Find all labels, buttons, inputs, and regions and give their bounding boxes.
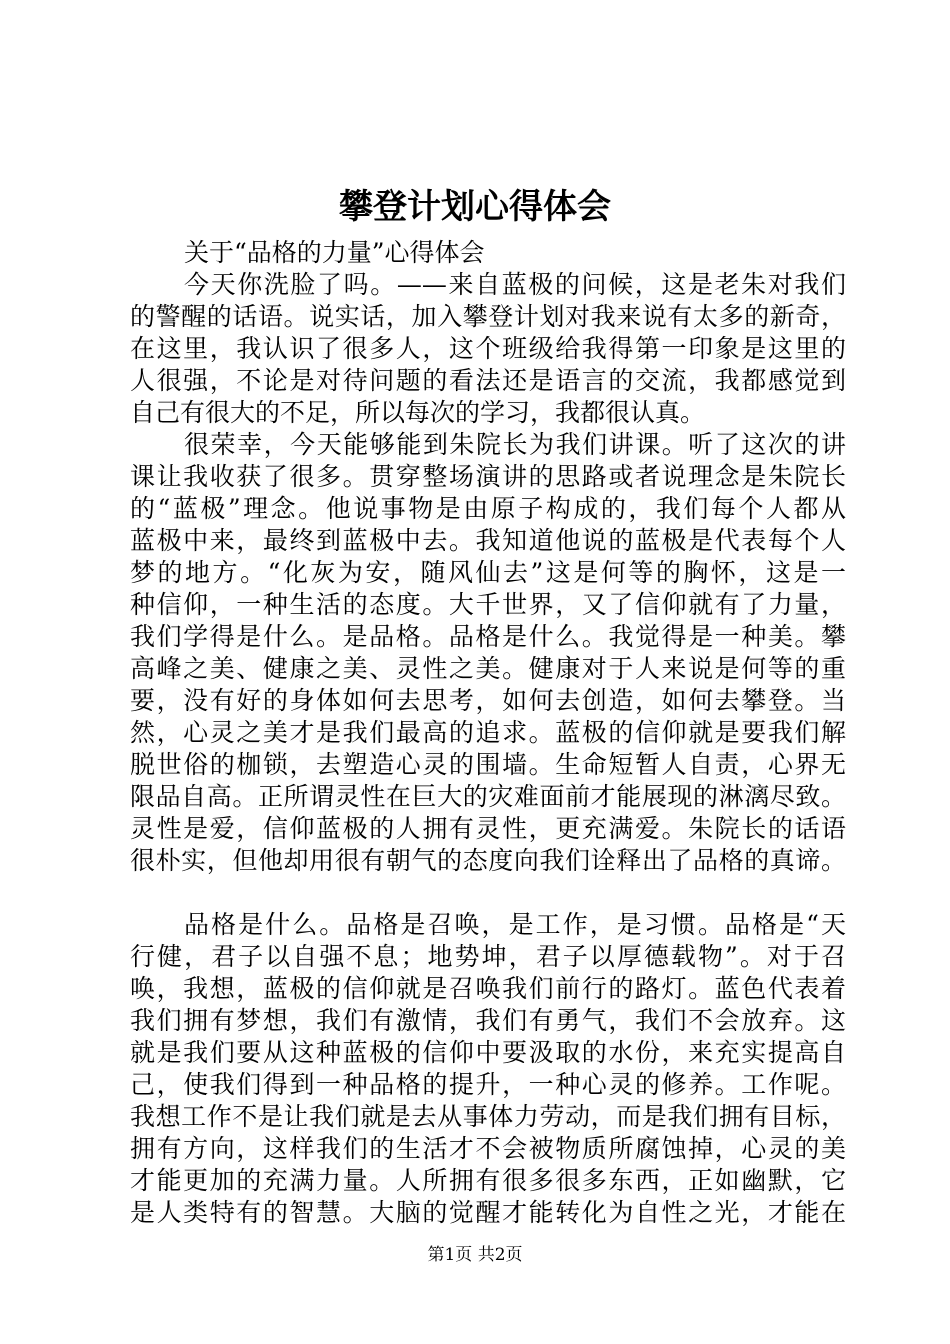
paragraph-3-line-4: 我们拥有梦想，我们有激情，我们有勇气，我们不会放弃。这 [130, 1006, 846, 1035]
paragraph-2-line-5: 梦的地方。“化灰为安，随风仙去”这是何等的胸怀，这是一 [130, 558, 846, 587]
paragraph-3-line-7: 我想工作不是让我们就是去从事体力劳动，而是我们拥有目标， [130, 1102, 846, 1131]
paragraph-2-line-14: 很朴实，但他却用很有朝气的态度向我们诠释出了品格的真谛。 [130, 846, 846, 875]
paragraph-2-line-8: 高峰之美、健康之美、灵性之美。健康对于人来说是何等的重 [130, 654, 846, 683]
paragraph-2-line-13: 灵性是爱，信仰蓝极的人拥有灵性，更充满爱。朱院长的话语 [130, 814, 846, 843]
paragraph-3-line-6: 己，使我们得到一种品格的提升，一种心灵的修养。工作呢。 [130, 1070, 846, 1099]
paragraph-2-line-4: 蓝极中来，最终到蓝极中去。我知道他说的蓝极是代表每个人 [130, 526, 846, 555]
paragraph-1-line-1: 今天你洗脸了吗。——来自蓝极的问候，这是老朱对我们 [184, 270, 846, 299]
paragraph-2-line-11: 脱世俗的枷锁，去塑造心灵的围墙。生命短暂人自责，心界无 [130, 750, 846, 779]
page-footer: 第1页 共2页 [427, 1245, 523, 1265]
paragraph-3-line-9: 才能更加的充满力量。人所拥有很多很多东西，正如幽默，它 [130, 1166, 846, 1195]
paragraph-3-line-5: 就是我们要从这种蓝极的信仰中要汲取的水份，来充实提高自 [130, 1038, 846, 1067]
paragraph-2-line-7: 我们学得是什么。是品格。品格是什么。我觉得是一种美。攀 [130, 622, 846, 651]
paragraph-2-line-3: 的“蓝极”理念。他说事物是由原子构成的，我们每个人都从 [130, 494, 846, 523]
paragraph-2-line-6: 种信仰，一种生活的态度。大千世界，又了信仰就有了力量， [130, 590, 846, 619]
paragraph-2-line-9: 要，没有好的身体如何去思考，如何去创造，如何去攀登。当 [130, 686, 846, 715]
paragraph-2-line-10: 然，心灵之美才是我们最高的追求。蓝极的信仰就是要我们解 [130, 718, 846, 747]
document-title: 攀登计划心得体会 [339, 187, 611, 227]
paragraph-2-line-2: 课让我收获了很多。贯穿整场演讲的思路或者说理念是朱院长 [130, 462, 846, 491]
paragraph-1-line-5: 自己有很大的不足，所以每次的学习，我都很认真。 [130, 398, 706, 427]
paragraph-3-line-1: 品格是什么。品格是召唤，是工作，是习惯。品格是“天 [184, 910, 846, 939]
paragraph-3-line-8: 拥有方向，这样我们的生活才不会被物质所腐蚀掉，心灵的美 [130, 1134, 846, 1163]
paragraph-2-line-1: 很荣幸，今天能够能到朱院长为我们讲课。听了这次的讲 [184, 430, 846, 459]
paragraph-1-line-3: 在这里，我认识了很多人，这个班级给我得第一印象是这里的 [130, 334, 846, 363]
paragraph-3-line-10: 是人类特有的智慧。大脑的觉醒才能转化为自性之光，才能在 [130, 1198, 846, 1227]
paragraph-3-line-3: 唤，我想，蓝极的信仰就是召唤我们前行的路灯。蓝色代表着 [130, 974, 846, 1003]
document-body [130, 237, 846, 1229]
paragraph-1-line-4: 人很强，不论是对待问题的看法还是语言的交流，我都感觉到 [130, 366, 846, 395]
paragraph-3-line-2: 行健，君子以自强不息；地势坤，君子以厚德载物”。对于召 [130, 942, 846, 971]
paragraph-spacer [130, 877, 846, 909]
paragraph-1-line-2: 的警醒的话语。说实话，加入攀登计划对我来说有太多的新奇， [130, 302, 846, 331]
paragraph-2-line-12: 限品自高。正所谓灵性在巨大的灾难面前才能展现的淋漓尽致。 [130, 782, 846, 811]
subtitle-line: 关于“品格的力量”心得体会 [184, 238, 485, 267]
